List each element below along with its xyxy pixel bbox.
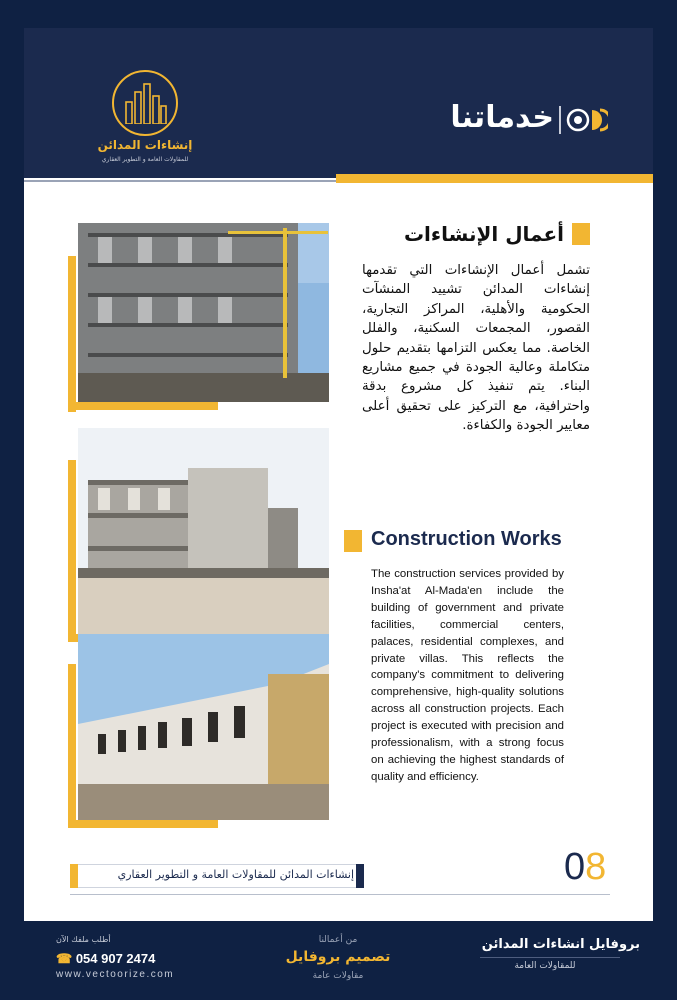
logo-subtitle: للمقاولات العامة و التطوير العقاري (101, 156, 189, 163)
construction-photo-3 (78, 634, 329, 820)
photo-frame-accent (68, 256, 76, 412)
gear-emblem-icon (566, 106, 608, 134)
company-logo (84, 70, 194, 180)
section-heading-arabic: أعمال الإنشاءات (403, 222, 564, 246)
section-body-arabic: تشمل أعمال الإنشاءات التي تقدمها إنشاءات المدائن تشييد المنشآت الحكومية والأهلية، المراكز التجارية، القصور، المجمعات السكنية، والفلل الخاصة. مما يعكس التزامها بتقديم حلول متكاملة وعالية الجودة في جميع مشاريع البناء. يتم تنفيذ كل مشروع بدقة واحترافية، مع التركيز على تحقيق أعلى معايير الجودة والكفاءة. (362, 263, 590, 434)
heading-marker (572, 223, 590, 245)
photo-frame-accent (68, 402, 218, 410)
photo-frame-accent (68, 664, 76, 828)
title-divider (559, 106, 561, 134)
logo-name: إنشاءات المدائن (97, 138, 193, 152)
header-divider (24, 180, 336, 182)
profile-subtitle: للمقاولات العامة (514, 961, 576, 971)
profile-divider (480, 957, 620, 958)
page-title: خدماتنا (450, 100, 554, 135)
page-number-digit: 8 (585, 846, 607, 888)
website-link[interactable]: www.vectoorize.com (56, 969, 175, 980)
order-label: أطلب ملفك الآن (56, 935, 111, 944)
page-number-digit: 0 (564, 846, 586, 888)
section-heading-english: Construction Works (371, 528, 562, 550)
phone-value: 054 907 2474 (75, 951, 156, 966)
page-header (24, 28, 653, 178)
construction-photo-2 (78, 428, 329, 635)
footer-accent (70, 864, 78, 888)
section-body-english: The construction services provided by Insha'at Al-Mada'en include the building of government and private facilities, commercial centers, palaces, residential complexes, and private villas. This reflects the company's commitment to delivering comprehensive, high-quality solutions across all construction projects. Each project is executed with precision and professionalism, with a strong focus on achieving the highest standards of quality and efficiency. (371, 568, 564, 783)
designer-line-3: مقاولات عامة (312, 971, 364, 981)
heading-marker (344, 530, 362, 552)
designer-line-1: من أعمالنا (318, 935, 358, 945)
photo-frame-accent (68, 460, 76, 640)
footer-divider (70, 894, 610, 895)
footer-accent (356, 864, 364, 888)
phone-icon: ☎ (56, 951, 76, 966)
page-number (564, 846, 606, 889)
photo-frame-accent (68, 820, 218, 828)
footer-company-name: إنشاءات المدائن للمقاولات العامة و التطوير العقاري (117, 868, 354, 881)
bottom-band (0, 921, 677, 1000)
header-accent-strip (336, 174, 653, 183)
construction-photo-1 (78, 223, 329, 402)
phone-number[interactable] (56, 951, 155, 967)
profile-page (24, 28, 653, 921)
designer-line-2: تصميم بروفايل (285, 949, 391, 965)
buildings-icon (124, 82, 168, 124)
profile-title: بروفايل انشاءات المدائن (481, 937, 640, 952)
